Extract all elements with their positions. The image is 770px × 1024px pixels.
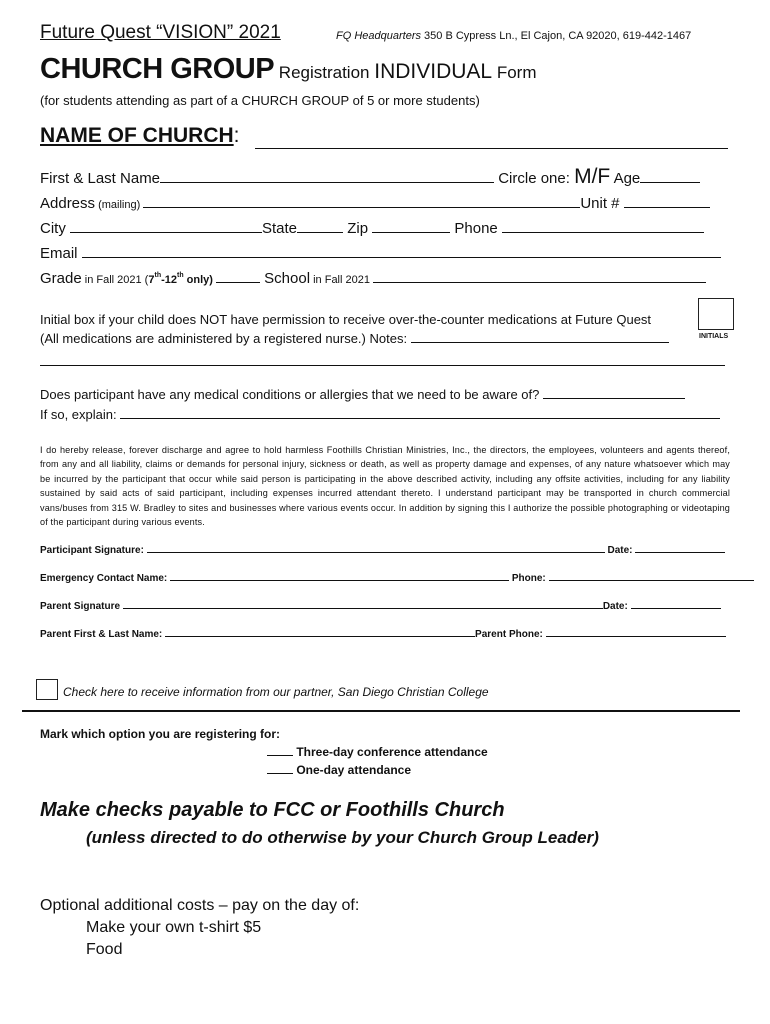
parent-phone-label: Parent Phone:: [475, 629, 546, 640]
grade-range-a: 7: [148, 273, 155, 286]
date2-field[interactable]: [631, 599, 721, 609]
conditions-row: [40, 387, 685, 402]
city-label: City: [40, 219, 70, 237]
optional-item-food: Food: [86, 941, 123, 958]
form-title-individual: INDIVIDUAL: [374, 60, 493, 83]
participant-signature-row: [40, 543, 725, 556]
options-heading: Mark which option you are registering for:: [40, 727, 281, 741]
grade-field[interactable]: [216, 269, 260, 283]
email-label: Email: [40, 244, 82, 262]
parent-signature-label: Parent Signature: [40, 601, 123, 612]
school-label: School: [260, 269, 311, 287]
option-one-day: [267, 763, 411, 777]
age-label: Age: [610, 170, 641, 187]
explain-row: [40, 407, 720, 422]
explain-field[interactable]: [120, 407, 720, 419]
liability-waiver: I do hereby release, forever discharge and agree to hold harmless Foothills Christian Ministries, Inc., the directors, the employees, volunteers and agents thereof, from any and all liability, claims or demands for personal injury, sickness or death, as well as property damage and expenses, of any nature whatsoever which may be incurred by the participant that occur while said person is participating in the above described activity, including any offsite activities, including for any liability sustained by said acts of said participant, including expenses incurred attendant thereto. I understand participant may be transported in church commercial vans/buses from 315 W. Bradley to sites and businesses where various events occur. In addition by signing this I authorize the possible photographing or videotaping of the participant during various events.: [40, 445, 730, 528]
conditions-field[interactable]: [543, 387, 685, 399]
parent-signature-row: [40, 599, 721, 612]
explain-label: If so, explain:: [40, 407, 121, 423]
form-title-sub3: Form: [492, 63, 537, 82]
gender-choice[interactable]: M/F: [574, 165, 611, 188]
address-row: [40, 194, 710, 212]
phone-field[interactable]: [502, 219, 704, 233]
grade-range-b: -12: [161, 273, 177, 286]
payment-line2: (unless directed to do otherwise by your Church Group Leader): [86, 828, 599, 847]
unit-field[interactable]: [624, 194, 710, 208]
option-three-day-field[interactable]: [267, 745, 293, 756]
partner-checkbox-label: Check here to receive information from our partner, San Diego Christian College: [63, 685, 489, 699]
name-row: [40, 165, 700, 189]
grade-row: [40, 269, 706, 287]
phone1-label: Phone:: [509, 573, 549, 584]
email-row: [40, 244, 721, 262]
city-row: [40, 219, 704, 237]
participant-signature-label: Participant Signature:: [40, 545, 147, 556]
option-one-day-label: One-day attendance: [293, 763, 412, 778]
notes-field[interactable]: [411, 331, 669, 343]
name-label: First & Last Name: [40, 170, 161, 187]
participant-signature-field[interactable]: [147, 543, 605, 553]
church-label: NAME OF CHURCH: [40, 124, 234, 147]
option-three-day: [267, 745, 488, 759]
phone-label: Phone: [450, 219, 502, 237]
name-field[interactable]: [160, 169, 494, 183]
form-title-sub1: Registration: [274, 63, 375, 82]
grade-th-a: th: [154, 271, 162, 279]
grade-only: only): [183, 273, 216, 286]
parent-name-row: [40, 627, 726, 640]
notes-extra-line[interactable]: [40, 365, 725, 366]
parent-name-label: Parent First & Last Name:: [40, 629, 166, 640]
state-field[interactable]: [297, 219, 343, 233]
conditions-question: Does participant have any medical conditions or allergies that we need to be aware of?: [40, 387, 543, 403]
grade-label: Grade: [40, 269, 82, 287]
address-label: Address: [40, 194, 96, 212]
address-note: (mailing): [95, 198, 144, 211]
unit-label: Unit #: [580, 194, 624, 212]
optional-costs-heading: Optional additional costs – pay on the day of:: [40, 897, 360, 914]
church-colon: :: [233, 124, 240, 147]
church-row: [40, 124, 240, 148]
nurse-text: (All medications are administered by a registered nurse.) Notes:: [40, 331, 411, 347]
zip-label: Zip: [343, 219, 373, 237]
nurse-notes-row: [40, 331, 669, 346]
parent-name-field[interactable]: [165, 627, 475, 637]
church-name-field[interactable]: [255, 148, 728, 149]
parent-phone-field[interactable]: [546, 627, 726, 637]
emergency-contact-label: Emergency Contact Name:: [40, 573, 171, 584]
partner-checkbox[interactable]: [36, 679, 58, 700]
grade-note: in Fall 2021 (: [81, 273, 149, 286]
city-field[interactable]: [70, 219, 262, 233]
school-field[interactable]: [373, 269, 706, 283]
optional-item-tshirt: Make your own t-shirt $5: [86, 919, 262, 936]
address-field[interactable]: [143, 194, 580, 208]
date1-field[interactable]: [635, 543, 725, 553]
hq-info: [336, 30, 691, 42]
date2-label: Date:: [602, 601, 631, 612]
option-three-day-label: Three-day conference attendance: [293, 745, 488, 760]
hq-address: 350 B Cypress Ln., El Cajon, CA 92020, 619-442-1467: [420, 30, 692, 42]
form-title: [40, 53, 536, 86]
school-note: in Fall 2021: [310, 273, 374, 286]
section-divider: [22, 710, 740, 712]
emergency-contact-row: [40, 571, 754, 584]
circle-label: Circle one:: [498, 170, 575, 187]
age-field[interactable]: [640, 169, 700, 183]
grade-th-b: th: [177, 271, 184, 279]
hq-label: FQ Headquarters: [336, 30, 421, 42]
initials-box[interactable]: [698, 298, 734, 330]
state-label: State: [262, 219, 298, 237]
date1-label: Date:: [604, 545, 636, 556]
zip-field[interactable]: [372, 219, 450, 233]
initials-label: INITIALS: [699, 333, 729, 340]
form-subtitle: (for students attending as part of a CHURCH GROUP of 5 or more students): [40, 93, 480, 108]
form-title-main: CHURCH GROUP: [40, 53, 275, 85]
emergency-phone-field[interactable]: [549, 571, 754, 581]
event-title: Future Quest “VISION” 2021: [40, 22, 281, 43]
option-one-day-field[interactable]: [267, 763, 293, 774]
email-field[interactable]: [82, 244, 721, 258]
otc-permission-text: Initial box if your child does NOT have permission to receive over-the-counter medications at Future Quest: [40, 312, 652, 327]
emergency-contact-field[interactable]: [170, 571, 509, 581]
payment-line1: Make checks payable to FCC or Foothills Church: [40, 799, 505, 821]
parent-signature-field[interactable]: [123, 599, 603, 609]
